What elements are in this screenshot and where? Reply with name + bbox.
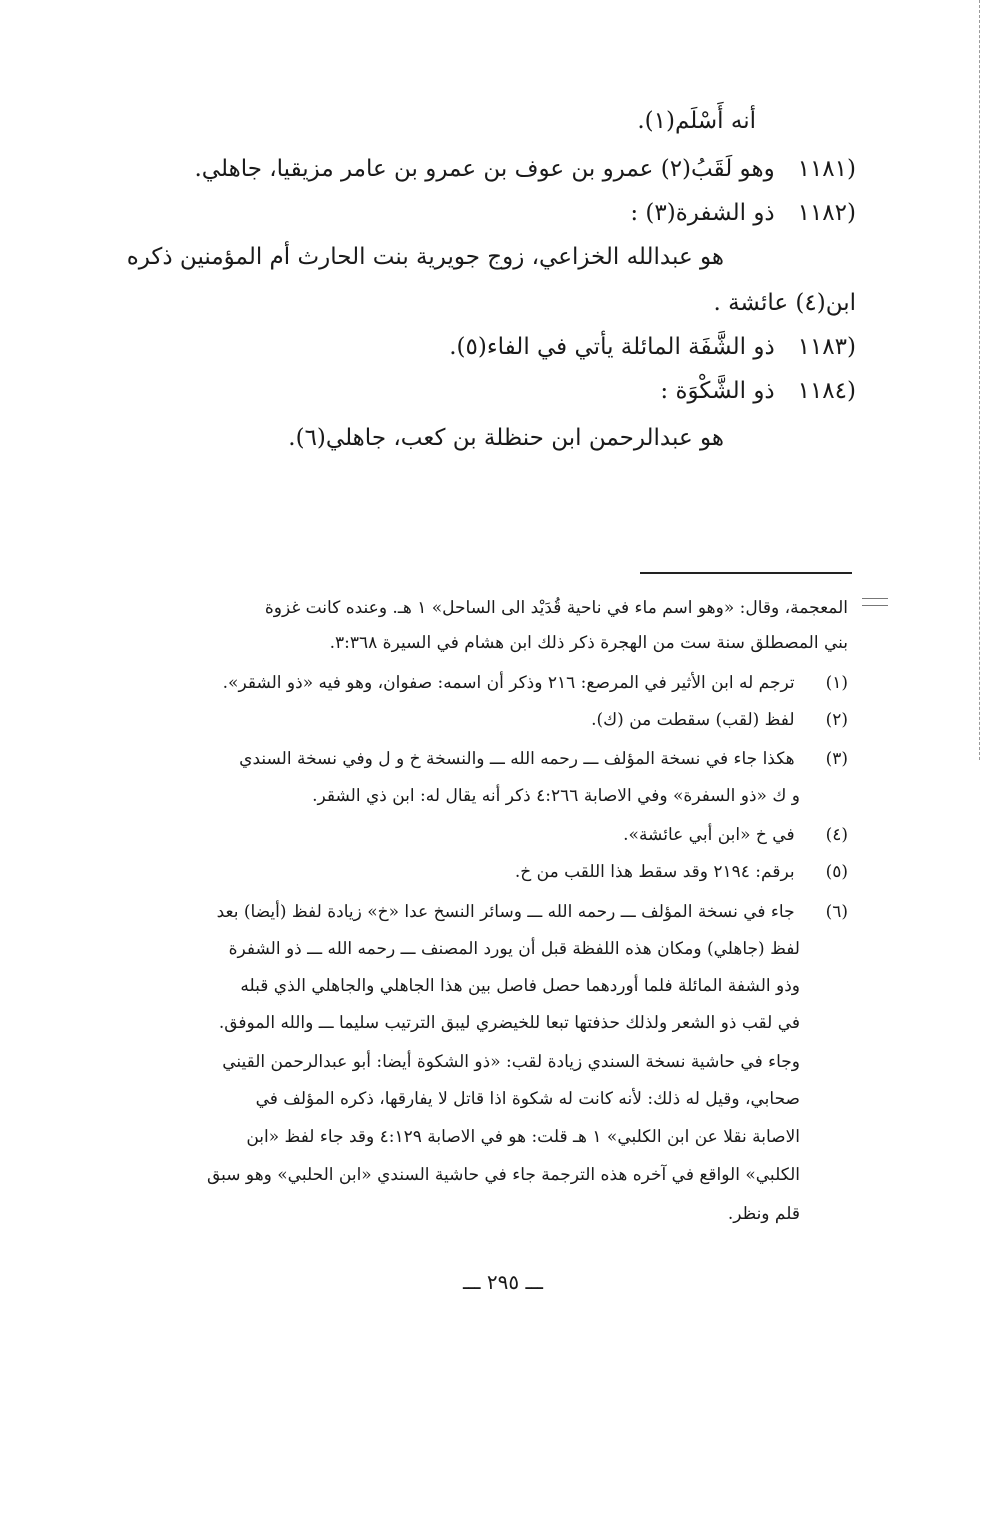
entry-1184	[660, 378, 856, 404]
footnote-6-cont-7: الكلبي» الواقع في آخره هذه الترجمة جاء في حاشية السندي «ابن الحلبي» وهو سبق	[206, 1165, 800, 1185]
footnote-line-1: المعجمة، وقال: «وهو اسم ماء في ناحية قُدَيْد الى الساحل» ١ هـ. وعنده كانت غزوة	[264, 598, 848, 618]
entry-number: (١١٨٢	[797, 200, 856, 226]
main-line-1: أنه أَسْلَم(١).	[637, 108, 756, 134]
entry-1181	[194, 156, 856, 182]
entry-number: (١١٨٤	[797, 378, 856, 404]
entry-text: ذو الشَّكْوَة :	[660, 378, 775, 404]
footnote-line-2: بني المصطلق سنة ست من الهجرة ذكر ذلك ابن هشام في السيرة ٣:٣٦٨.	[329, 633, 848, 653]
entry-text: ذو الشفرة(٣) :	[630, 200, 775, 226]
entry-number: (١١٨١	[797, 156, 856, 182]
footnote-5: (٥) برقم: ٢١٩٤ وقد سقط هذا اللقب من خ.	[514, 862, 848, 882]
footnote-4: (٤) في خ «ابن أبي عائشة».	[623, 825, 848, 845]
main-line-5: ابن(٤) عائشة .	[713, 290, 856, 316]
footnote-1: (١) ترجم له ابن الأثير في المرصع: ٢١٦ وذكر أن اسمه: صفوان، وهو فيه «ذو الشقر».	[222, 673, 848, 693]
entry-text: وهو لَقَبُ(٢) عمرو بن عوف بن عمرو بن عامر مزيقيا، جاهلي.	[194, 156, 775, 182]
footnote-number: (١)	[825, 673, 848, 693]
page-edge-line	[979, 0, 980, 760]
footnote-6-cont-6: الاصابة نقلا عن ابن الكلبي» ١ هـ قلت: هو في الاصابة ٤:١٢٩ وقد جاء لفظ «ابن	[246, 1127, 800, 1147]
footnote-number: (٤)	[825, 825, 848, 845]
footnote-6-cont-2: وذو الشفة المائلة فلما أوردهما حصل فاصل بين هذا الجاهلي والجاهلي الذي قبله	[240, 976, 800, 996]
footnote-6-cont-4: وجاء في حاشية نسخة السندي زيادة لقب: «ذو الشكوة أيضا: أبو عبدالرحمن القيني	[222, 1052, 800, 1072]
entry-text: ذو الشَّفَة المائلة يأتي في الفاء(٥).	[449, 334, 775, 360]
footnote-6-cont-5: صحابي، وقيل له ذلك: لأنه كانت له شكوة اذا قاتل لا يفارقها، ذكره المؤلف في	[255, 1089, 800, 1109]
footnote-number: (٥)	[825, 862, 848, 882]
entry-1183	[449, 334, 856, 360]
footnote-6-cont-3: في لقب ذو الشعر ولذلك حذفتها تبعا للخيضري ليبق الترتيب سليما ـــ والله الموفق.	[218, 1013, 800, 1033]
page-number: ـــ ٢٩٥ ـــ	[462, 1270, 544, 1294]
footnote-2: (٢) لفظ (لقب) سقطت من (ك).	[591, 710, 848, 730]
footnote-number: (٢)	[825, 710, 848, 730]
footnote-6-cont-1: لفظ (جاهلي) ومكان هذه اللفظة قبل أن يورد المصنف ـــ رحمه الله ـــ ذو الشفرة	[228, 939, 800, 959]
entry-number: (١١٨٣	[797, 334, 856, 360]
footnote-6-cont-8: قلم ونظر.	[727, 1204, 800, 1224]
footnote-3-cont: و ك «ذو السفرة» وفي الاصابة ٤:٢٦٦ ذكر أنه يقال له: ابن ذي الشقر.	[312, 786, 800, 806]
main-line-8: هو عبدالرحمن ابن حنظلة بن كعب، جاهلي(٦).	[288, 425, 724, 451]
footnote-separator	[640, 572, 852, 574]
footnote-6: (٦) جاء في نسخة المؤلف ـــ رحمه الله ـــ وسائر النسخ عدا «خ» زيادة لفظ (أيضا) بعد	[216, 902, 848, 922]
footnote-number: (٦)	[825, 902, 848, 922]
margin-marks	[862, 598, 888, 606]
footnote-3: (٣) هكذا جاء في نسخة المؤلف ـــ رحمه الله ـــ والنسخة خ و ل وفي نسخة السندي	[239, 749, 848, 769]
footnote-number: (٣)	[825, 749, 848, 769]
entry-1182	[630, 200, 856, 226]
main-line-4: هو عبدالله الخزاعي، زوج جويرية بنت الحارث أم المؤمنين ذكره	[126, 244, 724, 270]
